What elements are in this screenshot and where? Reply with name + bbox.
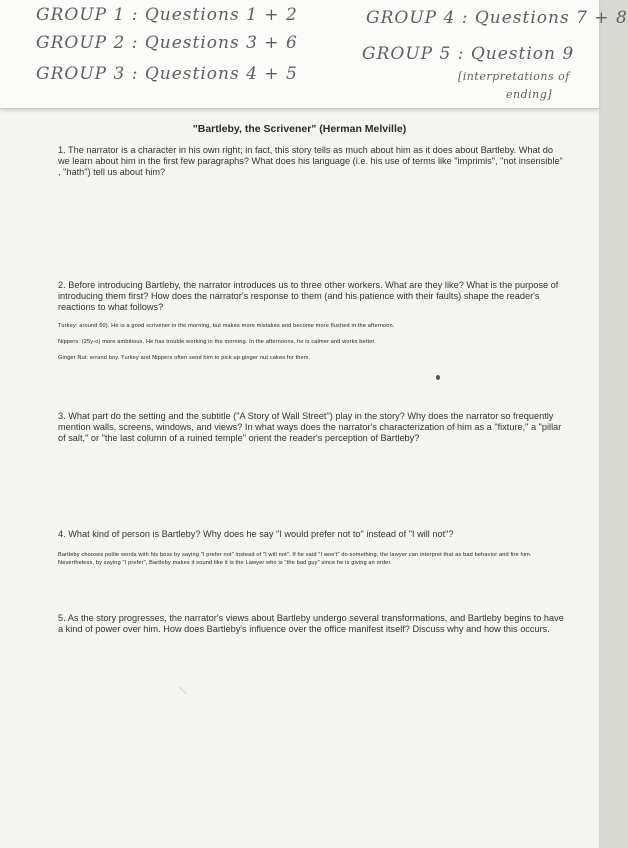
question-2: 2. Before introducing Bartleby, the narrator introduces us to three other workers. What are they like? What is the purpose of introducing them first? How does the narrator's response to them (and his patience with their faults) shape the reader's reactions to what follows? bbox=[58, 280, 559, 313]
note-line-group-3: GROUP 3 : Questions 4 + 5 bbox=[36, 64, 298, 84]
note-line-ending: ending] bbox=[506, 88, 553, 101]
question-5: 5. As the story progresses, the narrator's views about Bartleby undergo several transformations, and Bartleby begins to have a kind of power over him. How does Bartleby's influence over the office manifest itself? Discuss why and how this occurs. bbox=[58, 613, 564, 635]
question-3: 3. What part do the setting and the subtitle ("A Story of Wall Street") play in the story? Why does the narrator so frequently mention walls, screens, windows, and views? In what ways does the narrator's characterization of him as a "fixture," a "pillar of salt," or "the last column of a ruined temple" orient the reader's perception of Bartleby? bbox=[58, 411, 562, 444]
answer-2-ginger-nut: Ginger Nut: errand boy. Turkey and Nippers often send him to pick up ginger nut cakes for them. bbox=[58, 355, 311, 361]
note-line-interpretations: [interpretations of bbox=[458, 70, 570, 83]
note-line-group-2: GROUP 2 : Questions 3 + 6 bbox=[36, 33, 298, 53]
handwritten-group-note bbox=[0, 0, 628, 109]
note-line-group-1: GROUP 1 : Questions 1 + 2 bbox=[36, 5, 298, 25]
question-4: 4. What kind of person is Bartleby? Why does he say "I would prefer not to" instead of "I will not"? bbox=[58, 529, 454, 539]
answer-2-nippers: Nippers: (25y-o) more ambitious. He has trouble working in the morning. In the afternoons, he is calmer and works better. bbox=[58, 339, 376, 345]
stray-pen-mark bbox=[179, 687, 187, 694]
note-line-group-4: GROUP 4 : Questions 7 + 8 bbox=[366, 8, 628, 28]
question-1: 1. The narrator is a character in his own right; in fact, this story tells as much about him as it does about Bartleby. What do we learn about him in the first few paragraphs? What does his language (i.e. his use of terms like "imprimis", "not insensible" , "hath") tell us about him? bbox=[58, 145, 563, 178]
answer-2-turkey: Turkey: around 60). He is a good scrivener in the morning, but makes more mistakes and become more flushed in the afternoon. bbox=[58, 323, 395, 329]
note-line-group-5: GROUP 5 : Question 9 bbox=[362, 44, 575, 64]
worksheet-title: "Bartleby, the Scrivener" (Herman Melville) bbox=[192, 123, 407, 135]
answer-4: Bartleby chooses polite words with his boss by saying "I prefer not" instead of "I will not". If he said "I won't" do something, the lawyer can interpret that as bad behavior and fire him. Nevertheless, by saying "I prefer", Bartleby makes it sound like it is the Lawyer who is "the bad guy" since he is giving an order. bbox=[58, 552, 532, 566]
ink-dot bbox=[436, 375, 440, 380]
